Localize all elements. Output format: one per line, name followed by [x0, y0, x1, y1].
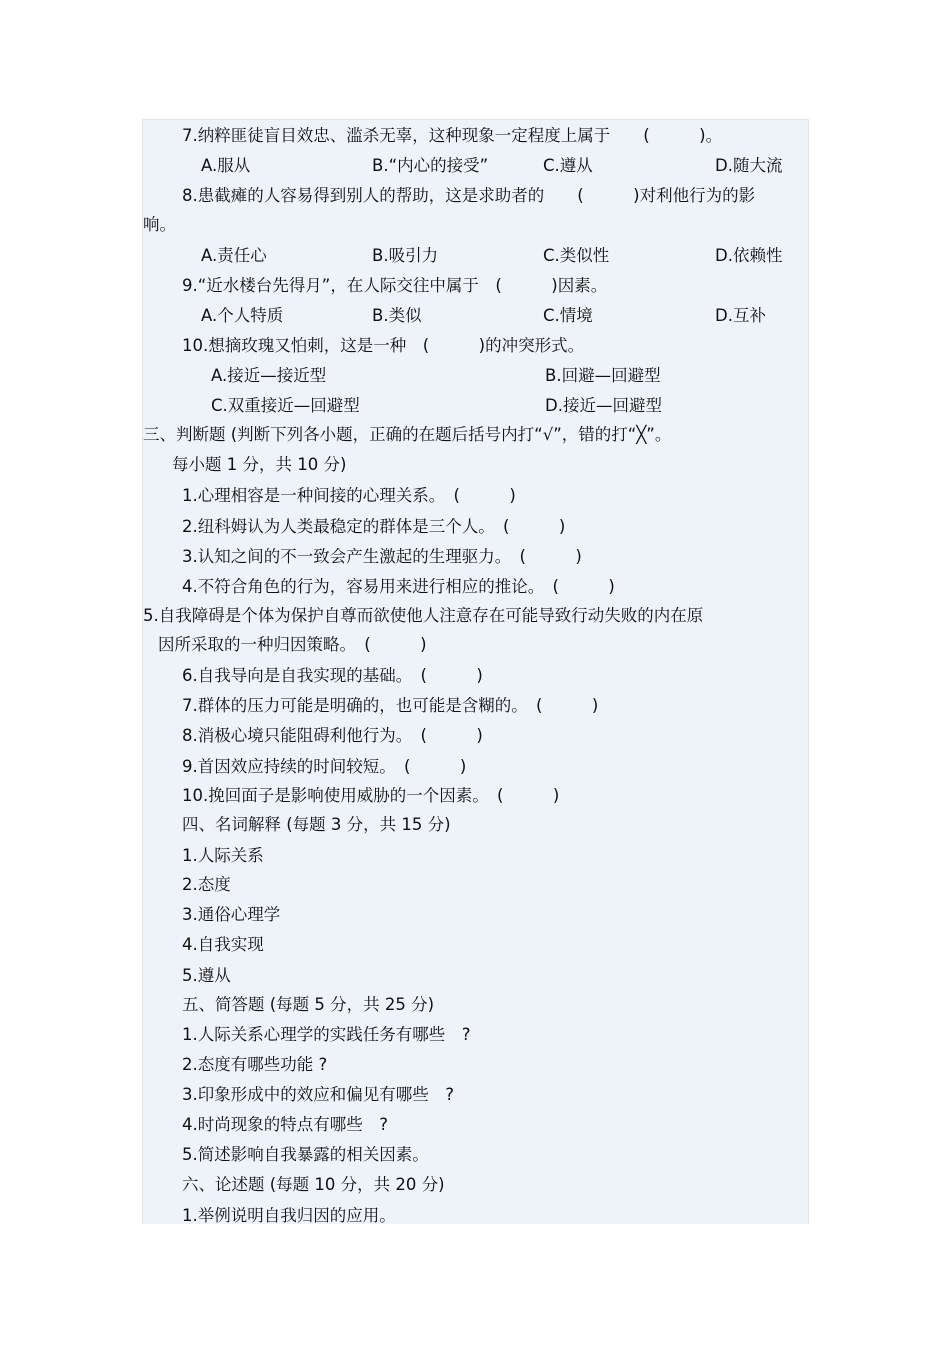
q10-option-a: A.接近—接近型: [211, 366, 327, 385]
section6-title: 六、论述题 (每题 10 分，共 20 分): [182, 1175, 445, 1194]
q9-option-b: B.类似: [372, 306, 422, 325]
q10-stem: 10.想摘玫瑰又怕刺，这是一种 ( )的冲突形式。: [182, 336, 585, 355]
section3-item: 10.挽回面子是影响使用威胁的一个因素。 ( ): [182, 786, 560, 805]
section4-title: 四、名词解释 (每题 3 分，共 15 分): [182, 815, 451, 834]
q7-option-b: B.“内心的接受”: [372, 156, 489, 175]
q9-option-a: A.个人特质: [201, 306, 284, 325]
section4-item: 3.通俗心理学: [182, 905, 281, 924]
section5-item: 5.简述影响自我暴露的相关因素。: [182, 1145, 429, 1164]
section3-item: 7.群体的压力可能是明确的，也可能是含糊的。 ( ): [182, 696, 599, 715]
q7-option-d: D.随大流: [715, 156, 783, 175]
q9-stem: 9.“近水楼台先得月”，在人际交往中属于 ( )因素。: [182, 276, 608, 295]
section3-item: 6.自我导向是自我实现的基础。 ( ): [182, 666, 483, 685]
section3-title: 三、判断题 (判断下列各小题，正确的在题后括号内打“√”，错的打“╳”。: [143, 425, 672, 444]
q9-option-d: D.互补: [715, 306, 766, 325]
q8-stem-cont: 响。: [143, 215, 176, 234]
q9-option-c: C.情境: [543, 306, 593, 325]
q7-option-a: A.服从: [201, 156, 251, 175]
section3-item: 8.消极心境只能阻碍利他行为。 ( ): [182, 726, 483, 745]
section5-item: 2.态度有哪些功能 ?: [182, 1055, 328, 1074]
q10-option-c: C.双重接近—回避型: [211, 396, 360, 415]
section3-item: 5.自我障碍是个体为保护自尊而欲使他人注意存在可能导致行动失败的内在原: [143, 606, 704, 625]
section3-item: 2.纽科姆认为人类最稳定的群体是三个人。 ( ): [182, 517, 566, 536]
q7-option-c: C.遵从: [543, 156, 593, 175]
section4-item: 4.自我实现: [182, 935, 264, 954]
q8-option-c: C.类似性: [543, 246, 610, 265]
q10-option-d: D.接近—回避型: [545, 396, 662, 415]
section4-item: 1.人际关系: [182, 846, 264, 865]
section3-item-cont: 因所采取的一种归因策略。 ( ): [158, 635, 427, 654]
section3-item: 1.心理相容是一种间接的心理关系。 ( ): [182, 486, 516, 505]
section5-item: 3.印象形成中的效应和偏见有哪些 ?: [182, 1085, 455, 1104]
section4-item: 2.态度: [182, 875, 231, 894]
q8-option-a: A.责任心: [201, 246, 267, 265]
section5-item: 4.时尚现象的特点有哪些 ?: [182, 1115, 389, 1134]
q8-option-d: D.依赖性: [715, 246, 783, 265]
section5-title: 五、简答题 (每题 5 分，共 25 分): [182, 995, 435, 1014]
section3-item: 9.首因效应持续的时间较短。 ( ): [182, 757, 467, 776]
q8-stem: 8.患截瘫的人容易得到别人的帮助，这是求助者的 ( )对利他行为的影: [182, 186, 756, 205]
q10-option-b: B.回避—回避型: [545, 366, 661, 385]
section5-item: 1.人际关系心理学的实践任务有哪些 ?: [182, 1025, 471, 1044]
section3-title-cont: 每小题 1 分，共 10 分): [172, 455, 347, 474]
section3-item: 4.不符合角色的行为，容易用来进行相应的推论。 ( ): [182, 577, 615, 596]
section6-item: 1.举例说明自我归因的应用。: [182, 1206, 396, 1225]
section4-item: 5.遵从: [182, 966, 231, 985]
q7-stem: 7.纳粹匪徒盲目效忠、滥杀无辜，这种现象一定程度上属于 ( )。: [182, 126, 723, 145]
q8-option-b: B.吸引力: [372, 246, 439, 265]
section3-item: 3.认知之间的不一致会产生激起的生理驱力。 ( ): [182, 547, 582, 566]
